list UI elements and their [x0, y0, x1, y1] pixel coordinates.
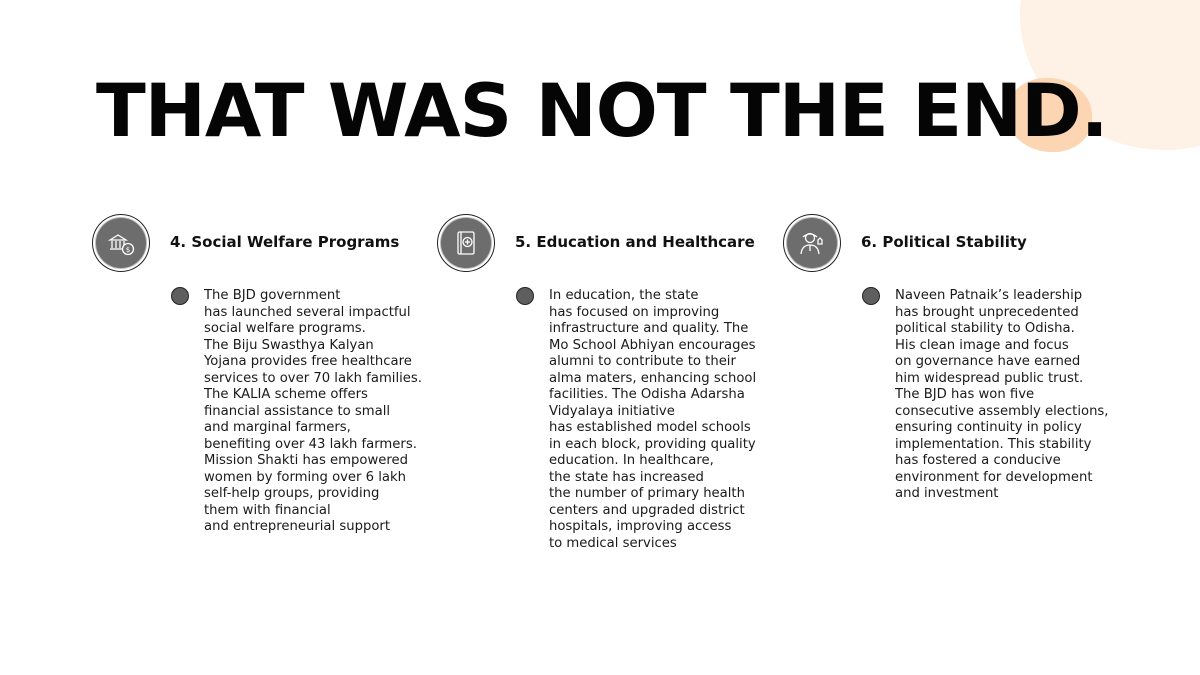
svg-text:$: $ [125, 246, 131, 254]
item-description: Naveen Patnaik’s leadership has brought unprecedented political stability to Odisha. His clean image and focus on governance have earned him widespread public trust. The BJD has won five consecutive assembly elections, ensuring continuity in policy implementation. This stability has fostered a conducive environment for development and investment [895, 288, 1109, 501]
leader-person-icon [787, 218, 837, 268]
bullet-dot [517, 288, 533, 304]
bullet-dot [172, 288, 188, 304]
medical-book-icon [441, 218, 491, 268]
bullet-dot [863, 288, 879, 304]
item-heading: 6. Political Stability [861, 233, 1027, 251]
item-heading: 5. Education and Healthcare [515, 233, 755, 251]
government-building-money-icon [96, 218, 146, 268]
slide-title: THAT WAS NOT THE END. [96, 69, 1108, 154]
item-description: In education, the state has focused on improving infrastructure and quality. The Mo School Abhiyan encourages alumni to contribute to their alma maters, enhancing school facilities. The Odisha Adarsha Vidyalaya initiative has established model schools in each block, providing quality education. In healthcare, the state has increased the number of primary health centers and upgraded district hospitals, improving access to medical services [549, 288, 757, 551]
item-heading: 4. Social Welfare Programs [170, 233, 400, 251]
item-description: The BJD government has launched several impactful social welfare programs. The Biju Swasthya Kalyan Yojana provides free healthcare services to over 70 lakh families. The KALIA scheme offers financial assistance to small and marginal farmers, benefiting over 43 lakh farmers. Mission Shakti has empowered women by forming over 6 lakh self-help groups, providing them with financial and entrepreneurial support [204, 288, 422, 534]
